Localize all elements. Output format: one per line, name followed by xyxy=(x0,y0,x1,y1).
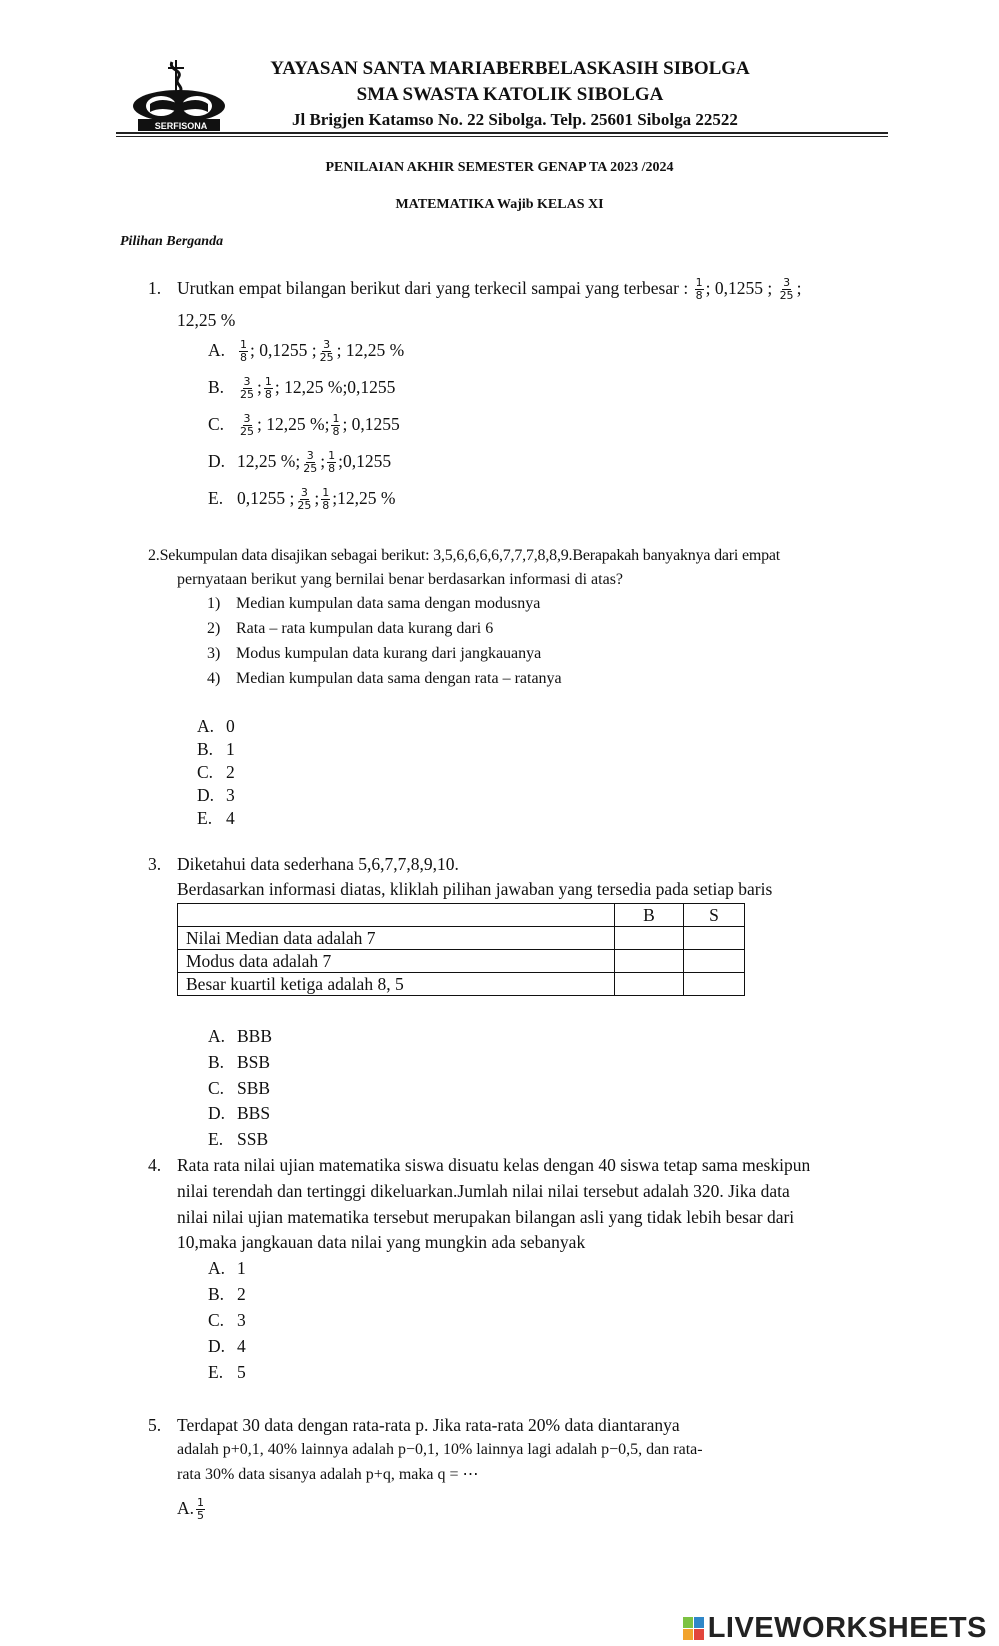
question-3 xyxy=(148,852,459,876)
option-a[interactable]: A. 1 xyxy=(208,1258,246,1278)
option-a[interactable]: A. BBB xyxy=(208,1026,273,1046)
logo-text: SERFISONA xyxy=(154,121,208,131)
choice-b-cell[interactable] xyxy=(615,973,684,996)
choice-b-cell[interactable] xyxy=(615,927,684,950)
liveworksheets-icon xyxy=(683,1617,704,1640)
question-number: 5. xyxy=(148,1415,162,1435)
exam-subject: MATEMATIKA Wajib KELAS XI xyxy=(395,197,604,212)
statement-cell: Besar kuartil ketiga adalah 8, 5 xyxy=(178,973,615,996)
fraction: $\frac{3}{25}$ xyxy=(779,276,794,303)
question-4 xyxy=(148,1153,810,1177)
question-text: Terdapat 30 data dengan rata-rata p. Jika rata-rata 20% data diantaranya xyxy=(177,1415,680,1435)
question-text-cont: Berdasarkan informasi diatas, kliklah pilihan jawaban yang tersedia pada setiap baris xyxy=(177,879,773,899)
statement-4: 4) Median kumpulan data sama dengan rata – ratanya xyxy=(207,670,562,687)
section-label: Pilihan Berganda xyxy=(120,234,224,249)
question-text: Sekumpulan data disajikan sebagai berikut: 3,5,6,6,6,6,7,7,7,8,8,9.Berapakah banyaknya dari empat xyxy=(159,547,781,564)
question-text-cont: nilai terendah dan tertinggi dikeluarkan.Jumlah nilai nilai tersebut adalah 320. Jika data xyxy=(177,1181,790,1201)
header-divider-thin xyxy=(116,136,888,137)
option-c[interactable]: C. SBB xyxy=(208,1078,271,1098)
foundation-name: YAYASAN SANTA MARIABERBELASKASIH SIBOLGA xyxy=(270,58,750,79)
question-number: 2. xyxy=(148,547,160,564)
table-row xyxy=(178,973,745,996)
option-b[interactable]: B. BSB xyxy=(208,1052,271,1072)
question-text: Diketahui data sederhana 5,6,7,7,8,9,10. xyxy=(177,854,459,874)
liveworksheets-logo xyxy=(683,1612,987,1645)
option-d[interactable]: D. 12,25 %; $\frac{3}{25}$ ; $\frac{1}{8}$ ;0,1255 xyxy=(208,449,392,476)
exam-title: PENILAIAN AKHIR SEMESTER GENAP TA 2023 /2024 xyxy=(325,160,674,175)
question-text-cont: 12,25 % xyxy=(177,310,236,330)
question-text-cont: nilai nilai ujian matematika tersebut merupakan bilangan asli yang tidak lebih besar dari xyxy=(177,1207,795,1227)
question-text-cont: adalah p+0,1, 40% lainnya adalah p−0,1, 10% lainnya lagi adalah p−0,5, dan rata- xyxy=(177,1441,703,1458)
question-text-cont: pernyataan berikut yang bernilai benar berdasarkan informasi di atas? xyxy=(177,571,624,588)
question-number: 1. xyxy=(148,278,162,298)
option-d[interactable]: D. 3 xyxy=(197,785,235,805)
option-d[interactable]: D. BBS xyxy=(208,1103,271,1123)
option-a[interactable]: A. $\frac{1}{8}$ ; 0,1255 ; $\frac{3}{25}$ ; 12,25 % xyxy=(208,338,405,365)
question-number: 4. xyxy=(148,1155,162,1175)
question-2 xyxy=(148,544,780,568)
true-false-table xyxy=(177,903,745,996)
option-c[interactable]: C. $\frac{3}{25}$ ; 12,25 %; $\frac{1}{8}$ ; 0,1255 xyxy=(208,412,400,439)
question-number: 3. xyxy=(148,854,162,874)
school-address: Jl Brigjen Katamso No. 22 Sibolga. Telp. 25601 Sibolga 22522 xyxy=(292,110,738,129)
choice-s-cell[interactable] xyxy=(684,927,745,950)
option-e[interactable]: E. 0,1255 ; $\frac{3}{25}$ ; $\frac{1}{8}$ ;12,25 % xyxy=(208,486,396,513)
liveworksheets-brand: LIVEWORKSHEETS xyxy=(707,1612,987,1644)
fraction: $\frac{1}{8}$ xyxy=(695,276,703,303)
question-1: 1. Urutkan empat bilangan berikut dari yang terkecil sampai yang terbesar : $\frac{1}{8}$ ; 0,1255 ; $\frac{3}{25}$ ; xyxy=(148,276,802,303)
question-5 xyxy=(148,1413,680,1437)
table-row xyxy=(178,927,745,950)
option-e[interactable]: E. 5 xyxy=(208,1362,246,1382)
question-text-cont: rata 30% data sisanya adalah p+q, maka q = ⋯ xyxy=(177,1466,479,1483)
option-a[interactable]: A. 0 xyxy=(197,716,235,736)
statement-3: 3) Modus kumpulan data kurang dari jangkauanya xyxy=(207,645,542,662)
fraction: $\frac{1}{5}$ xyxy=(197,1496,205,1523)
option-c[interactable]: C. 3 xyxy=(208,1310,246,1330)
choice-b-cell[interactable] xyxy=(615,950,684,973)
column-s-header: S xyxy=(684,904,745,927)
table-header-row xyxy=(178,904,745,927)
statement-1: 1) Median kumpulan data sama dengan modusnya xyxy=(207,595,541,612)
option-b[interactable]: B. $\frac{3}{25}$ ; $\frac{1}{8}$ ; 12,25 %;0,1255 xyxy=(208,375,396,402)
column-b-header: B xyxy=(615,904,684,927)
header-divider xyxy=(116,132,888,134)
option-b[interactable]: B. 2 xyxy=(208,1284,246,1304)
statement-cell: Nilai Median data adalah 7 xyxy=(178,927,615,950)
table-row xyxy=(178,950,745,973)
option-d[interactable]: D. 4 xyxy=(208,1336,246,1356)
question-text: Rata rata nilai ujian matematika siswa disuatu kelas dengan 40 siswa tetap sama meskipun xyxy=(177,1155,811,1175)
choice-s-cell[interactable] xyxy=(684,973,745,996)
option-b[interactable]: B. 1 xyxy=(197,739,235,759)
statement-cell: Modus data adalah 7 xyxy=(178,950,615,973)
option-c[interactable]: C. 2 xyxy=(197,762,235,782)
school-name: SMA SWASTA KATOLIK SIBOLGA xyxy=(356,84,664,105)
question-text-cont: 10,maka jangkauan data nilai yang mungkin ada sebanyak xyxy=(177,1232,586,1252)
option-a[interactable]: A. $\frac{1}{5}$ xyxy=(177,1496,205,1523)
option-e[interactable]: E. 4 xyxy=(197,808,235,828)
statement-2: 2) Rata – rata kumpulan data kurang dari 6 xyxy=(207,620,494,637)
question-text: Urutkan empat bilangan berikut dari yang terkecil sampai yang terbesar : xyxy=(177,278,689,298)
option-e[interactable]: E. SSB xyxy=(208,1129,269,1149)
choice-s-cell[interactable] xyxy=(684,950,745,973)
